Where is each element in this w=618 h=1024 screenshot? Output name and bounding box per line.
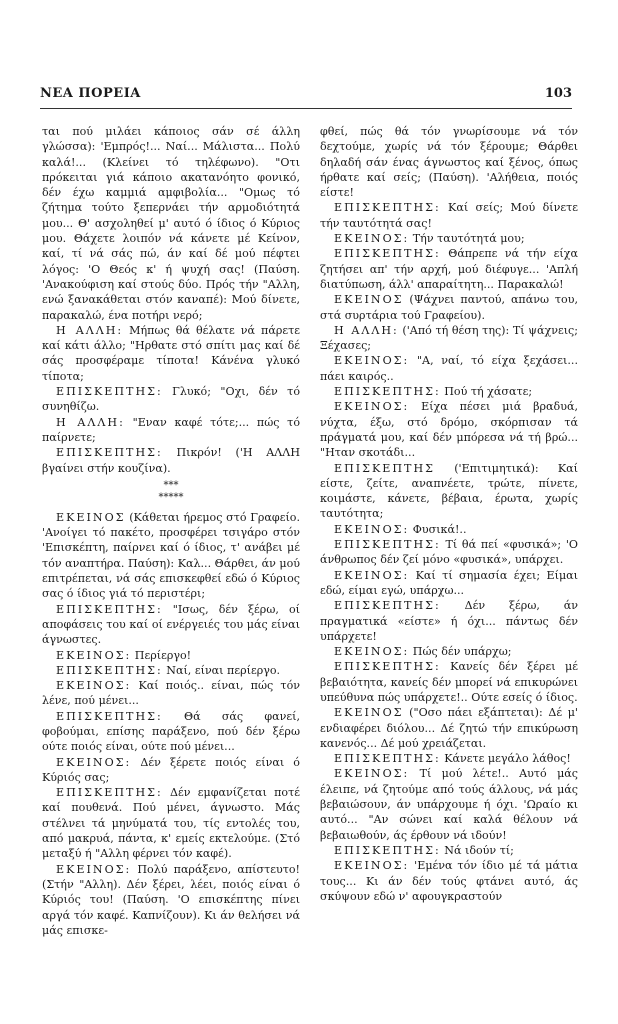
- paragraph: ΕΚΕΙΝΟΣ: Φυσικά!..: [334, 522, 467, 536]
- speaker: ΕΚΕΙΝΟΣ:: [334, 522, 410, 536]
- speaker: ΕΠΙΣΚΕΠΤΗΣ:: [56, 602, 163, 616]
- speaker: ΕΚΕΙΝΟΣ:: [56, 648, 132, 662]
- paragraph: ΕΠΙΣΚΕΠΤΗΣ: Πικρόν! ('Η ΑΛΛΗ βγαίνει στήν κουζίνα).: [42, 446, 300, 475]
- speaker: ΕΠΙΣΚΕΠΤΗΣ:: [334, 752, 441, 766]
- running-header: [40, 86, 572, 106]
- paragraph: ΕΠΙΣΚΕΠΤΗΣ: "Ισως, δέν ξέρω, οί αποφάσεις του καί οί ενέργειές του μάς είναι άγνωστες.: [42, 602, 300, 647]
- scene-break: *** *****: [158, 479, 184, 503]
- paragraph: ΕΚΕΙΝΟΣ (Ψάχνει παντού, απάνω του, στά συρτάρια τού Γραφείου).: [320, 293, 578, 322]
- paragraph: ΕΚΕΙΝΟΣ ("Οσο πάει εξάπτεται): Δέ μ' ενδιαφέρει διόλου... Δέ ζητώ τήν επικύρωση κανενός... Δέ μού χρειάζεται.: [320, 706, 578, 750]
- page-number: 103: [544, 86, 572, 101]
- speaker: Η ΑΛΛΗ:: [56, 323, 124, 337]
- paragraph: ΕΚΕΙΝΟΣ: Καί ποιός.. είναι, πώς τόν λένε, πού μένει...: [42, 679, 300, 708]
- paragraph: ΕΚΕΙΝΟΣ: Πώς δέν υπάρχω;: [334, 645, 512, 659]
- paragraph: ΕΠΙΣΚΕΠΤΗΣ: Κανείς δέν ξέρει μέ βεβαιότητα, κανείς δέν μπορεί νά επικυρώνει υπεύθυνα πώς υπάρχετε!.. Ούτε εσείς ό ίδιος.: [320, 660, 578, 704]
- paragraph: ΕΚΕΙΝΟΣ: Είχα πέσει μιά βραδυά, νύχτα, έξω, στό δρόμο, σκόρπισαν τά πράγματά μου, καί δέν μπόρεσα νά τή βρώ... "Ηταν σκοτάδι...: [320, 400, 578, 460]
- left-column: [42, 124, 300, 938]
- speaker: ΕΠΙΣΚΕΠΤΗΣ:: [334, 201, 441, 215]
- paragraph: ΕΠΙΣΚΕΠΤΗΣ: Καί σείς; Μού δίνετε τήν ταυτότητά σας!: [320, 201, 578, 230]
- paragraph: ΕΠΙΣΚΕΠΤΗΣ: Δέν εμφανίζεται ποτέ καί πουθενά. Πού μένει, άγνωστο. Μάς στέλνει τά μηνύματά του, τίς εντολές του, από μακρυά, πάντα, κ' εμείς εκτελούμε. (Στό μεταξύ ή "Αλλη φέρνει τόν καφέ).: [42, 786, 300, 861]
- speaker: ΕΠΙΣΚΕΠΤΗΣ:: [56, 709, 163, 723]
- paragraph: Η ΑΛΛΗ: ('Από τή θέση της): Τί ψάχνεις; Ξέχασες;: [320, 323, 578, 353]
- speaker: ΕΚΕΙΝΟΣ:: [334, 568, 410, 582]
- speaker: ΕΠΙΣΚΕΠΤΗΣ: [334, 461, 435, 475]
- speaker: ΕΠΙΣΚΕΠΤΗΣ:: [334, 247, 441, 261]
- paragraph: ΕΠΙΣΚΕΠΤΗΣ: Πού τή χάσατε;: [334, 385, 533, 399]
- paragraph: ΕΚΕΙΝΟΣ: "Α, ναί, τό είχα ξεχάσει... πάει καιρός..: [320, 354, 578, 383]
- paragraph: ΕΚΕΙΝΟΣ: Δέν ξέρετε ποιός είναι ό Κύριός σας;: [42, 755, 300, 784]
- speaker: ΕΠΙΣΚΕΠΤΗΣ:: [334, 843, 441, 857]
- paragraph: ΕΠΙΣΚΕΠΤΗΣ: Δέν ξέρω, άν πραγματικά «είστε» ή όχι... πάντως δέν υπάρχετε!: [320, 599, 578, 643]
- speaker: ΕΚΕΙΝΟΣ: [56, 510, 126, 524]
- paragraph: ΕΠΙΣΚΕΠΤΗΣ ('Επιτιμητικά): Καί είστε, ζείτε, αναπνέετε, τρώτε, πίνετε, κοιμάστε, κάνετε, βέβαια, έρωτα, χωρίς ταυτότητα;: [320, 461, 578, 521]
- paragraph: ΕΚΕΙΝΟΣ (Κάθεται ήρεμος στό Γραφείο. 'Ανοίγει τό πακέτο, προσφέρει τσιγάρο στόν 'Επισκέπτη, παίρνει καί ό ίδιος, τ' ανάβει μέ τόν αναπτήρα. Παύση): Καλ... Θάρθει, άν μού επιτρέπεται, νά σάς επισκεφθεί εδώ ό Κύριος σας ό ίδιος γιά τό περιστέρι;: [42, 510, 300, 601]
- paragraph: ται πού μιλάει κάποιος σάν σέ άλλη γλώσσα): 'Εμπρός!... Ναί... Μάλιστα... Πολύ καλά!... (Κλείνει τό τηλέφωνο). "Οτι πρόκειται γιά κάποιο ακατανόητο φονικό, δέν έχω καμμιά αμφιβολία... "Ομως τό ζήτημα τούτο ξεπερνάει τήν αρμοδιότητά μου... Θ' ασχοληθεί μ' αυτό ό ίδιος ό Κύριος μου. Θάχετε λοιπόν νά κάνετε μέ Κείνον, καί, τί νά σάς πώ, άν καί δέ μού πέφτει λόγος: 'Ο Θεός κ' ή ψυχή σας! (Παύση. 'Ανακούφιση καί στούς δύο. Πρός τήν "Αλλη, ενώ ξανακάθεται στόν καναπέ): Μού δίνετε, παρακαλώ, ένα ποτήρι νερό;: [42, 125, 300, 322]
- speaker: ΕΠΙΣΚΕΠΤΗΣ:: [334, 538, 441, 552]
- paragraph: ΕΚΕΙΝΟΣ: Καί τί σημασία έχει; Είμαι εδώ, είμαι εγώ, υπάρχω...: [320, 568, 578, 597]
- speaker: ΕΚΕΙΝΟΣ:: [334, 354, 410, 368]
- header-rule: [40, 108, 572, 109]
- speaker: Η ΑΛΛΗ:: [56, 415, 125, 429]
- speaker: ΕΠΙΣΚΕΠΤΗΣ:: [56, 385, 163, 399]
- paragraph: Η ΑΛΛΗ: "Εναν καφέ τότε;... πώς τό παίρνετε;: [42, 415, 300, 444]
- speaker: ΕΠΙΣΚΕΠΤΗΣ:: [56, 663, 163, 677]
- paragraph: ΕΠΙΣΚΕΠΤΗΣ: Γλυκό; "Οχι, δέν τό συνηθίζω.: [42, 385, 300, 414]
- paragraph: ΕΠΙΣΚΕΠΤΗΣ: Ναί, είναι περίεργο.: [56, 663, 281, 677]
- paragraph: ΕΚΕΙΝΟΣ: Τήν ταυτότητά μου;: [334, 232, 525, 246]
- speaker: ΕΠΙΣΚΕΠΤΗΣ:: [334, 599, 441, 613]
- paragraph: ΕΠΙΣΚΕΠΤΗΣ: Κάνετε μεγάλο λάθος!: [334, 752, 571, 766]
- paragraph: ΕΠΙΣΚΕΠΤΗΣ: Τί θά πεί «φυσικά»; 'Ο άνθρωπος δέν ζεί μόνο «φυσικά», υπάρχει.: [320, 538, 578, 567]
- paragraph: ΕΠΙΣΚΕΠΤΗΣ: Νά ιδούν τί;: [334, 843, 514, 857]
- speaker: ΕΚΕΙΝΟΣ:: [334, 767, 410, 781]
- speaker: ΕΚΕΙΝΟΣ: [334, 293, 404, 307]
- paragraph: ΕΚΕΙΝΟΣ: Περίεργο!: [56, 648, 192, 662]
- paragraph: ΕΚΕΙΝΟΣ: 'Εμένα τόν ίδιο μέ τά μάτια τους... Κι άν δέν τούς φτάνει αυτό, άς σκύψουν εδώ ν' αφουγκραστούν: [320, 859, 578, 903]
- paragraph: ΕΚΕΙΝΟΣ: Πολύ παράξενο, απίστευτο! (Στήν "Αλλη). Δέν ξέρει, λέει, ποιός είναι ό Κύριός του! (Παύση. 'Ο επισκέπτης πίνει αργά τόν καφέ. Καπνίζουν). Κι άν θελήσει νά μάς επισκε-: [42, 862, 300, 937]
- speaker: ΕΚΕΙΝΟΣ:: [56, 755, 132, 769]
- speaker: ΕΚΕΙΝΟΣ:: [334, 400, 410, 414]
- speaker: ΕΠΙΣΚΕΠΤΗΣ:: [56, 786, 163, 800]
- speaker: ΕΠΙΣΚΕΠΤΗΣ:: [56, 446, 163, 460]
- paragraph: ΕΠΙΣΚΕΠΤΗΣ: Θάπρεπε νά τήν είχα ζητήσει απ' τήν αρχή, μού διέφυγε... 'Απλή διατύπωση, άλλ' απαραίτητη... Παρακαλώ!: [320, 247, 578, 291]
- speaker: Η ΑΛΛΗ:: [334, 323, 399, 337]
- paragraph: Η ΑΛΛΗ: Μήπως θά θέλατε νά πάρετε καί κάτι άλλο; "Ηρθατε στό σπίτι μας καί δέ σάς προσφέραμε τίποτα! Κάνένα γλυκό τίποτα;: [42, 323, 300, 383]
- speaker: ΕΚΕΙΝΟΣ:: [334, 645, 410, 659]
- speaker: ΕΚΕΙΝΟΣ: [334, 706, 404, 720]
- paragraph: φθεί, πώς θά τόν γνωρίσουμε νά τόν δεχτούμε, χωρίς νά τόν ξέρουμε; Θάρθει δηλαδή σάν ένας άγνωστος καί ξένος, όπως ήρθατε καί σείς; (Παύση). 'Αλήθεια, ποιός είστε!: [320, 125, 578, 200]
- speaker: ΕΠΙΣΚΕΠΤΗΣ:: [334, 660, 441, 674]
- running-title: ΝΕΑ ΠΟΡΕΙΑ: [40, 86, 141, 101]
- paragraph: ΕΚΕΙΝΟΣ: Τί μού λέτε!.. Αυτό μάς έλειπε, νά ζητούμε από τούς άλλους, νά μάς βεβαιώσουν, άν υπάρχουμε ή όχι. 'Ωραίο κι αυτό... "Αν σώνει καί καλά θέλουν νά βεβαιωθούν, άς έρθουν νά ιδούν!: [320, 767, 578, 842]
- speaker: ΕΚΕΙΝΟΣ:: [334, 232, 410, 246]
- paragraph: ΕΠΙΣΚΕΠΤΗΣ: Θά σάς φανεί, φοβούμαι, επίσης παράξενο, πού δέν ξέρω ούτε ποιός είναι, ούτε πού μένει...: [42, 709, 300, 754]
- speaker: ΕΠΙΣΚΕΠΤΗΣ:: [334, 385, 441, 399]
- speaker: ΕΚΕΙΝΟΣ:: [56, 862, 132, 876]
- right-column: [320, 124, 578, 904]
- speaker: ΕΚΕΙΝΟΣ:: [56, 679, 132, 693]
- speaker: ΕΚΕΙΝΟΣ:: [334, 859, 410, 873]
